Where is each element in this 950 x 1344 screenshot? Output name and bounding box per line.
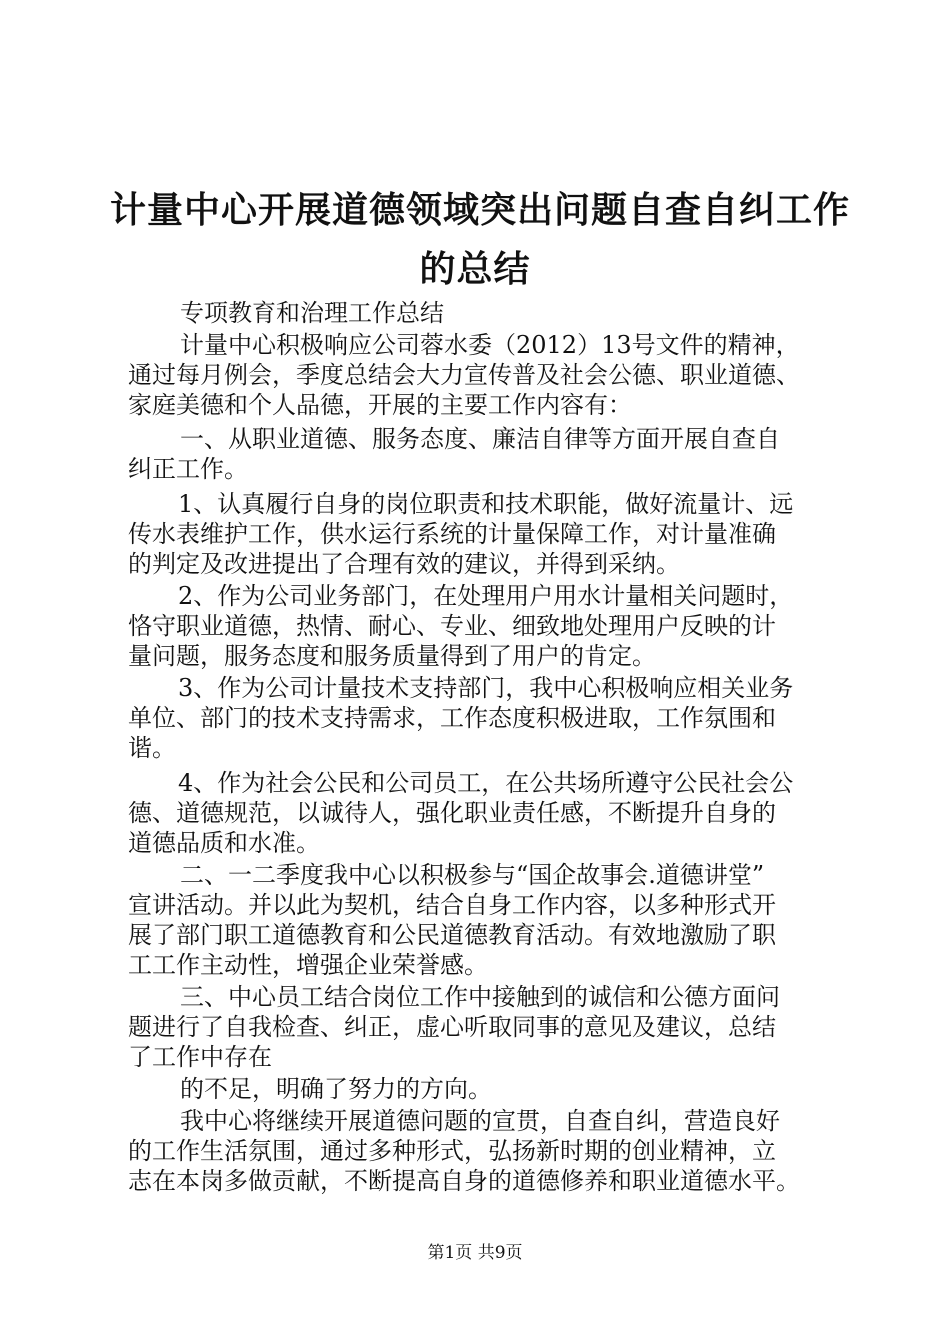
body-line: 工工作主动性，增强企业荣誉感。 <box>128 951 488 979</box>
body-line: 的判定及改进提出了合理有效的建议，并得到采纳。 <box>128 550 680 578</box>
body-line: 纠正工作。 <box>128 455 248 483</box>
body-line: 了工作中存在 <box>128 1043 272 1071</box>
body-line: 家庭美德和个人品德，开展的主要工作内容有： <box>128 391 632 419</box>
body-line: 恪守职业道德，热情、耐心、专业、细致地处理用户反映的计 <box>128 612 776 640</box>
body-line: 题进行了自我检查、纠正，虚心听取同事的意见及建议，总结 <box>128 1013 776 1041</box>
body-line: 2、作为公司业务部门，在处理用户用水计量相关问题时， <box>178 582 794 610</box>
body-line: 专项教育和治理工作总结 <box>180 299 444 327</box>
body-line: 宣讲活动。并以此为契机，结合自身工作内容，以多种形式开 <box>128 891 776 919</box>
body-line: 志在本岗多做贡献，不断提高自身的道德修养和职业道德水平。 <box>128 1167 800 1195</box>
body-line: 3、作为公司计量技术支持部门，我中心积极响应相关业务 <box>178 674 794 702</box>
document-title-line-1: 计量中心开展道德领域突出问题自查自纠工作 <box>110 189 851 231</box>
body-line: 三、中心员工结合岗位工作中接触到的诚信和公德方面问 <box>180 983 780 1011</box>
body-line: 传水表维护工作，供水运行系统的计量保障工作，对计量准确 <box>128 520 776 548</box>
document-title-line-2: 的总结 <box>419 248 531 290</box>
body-line: 4、作为社会公民和公司员工，在公共场所遵守公民社会公 <box>178 769 794 797</box>
body-line: 量问题，服务态度和服务质量得到了用户的肯定。 <box>128 642 656 670</box>
body-line: 展了部门职工道德教育和公民道德教育活动。有效地激励了职 <box>128 921 776 949</box>
body-line: 一、从职业道德、服务态度、廉洁自律等方面开展自查自 <box>180 425 780 453</box>
document-body <box>128 298 834 1196</box>
body-line: 单位、部门的技术支持需求，工作态度积极进取，工作氛围和 <box>128 704 776 732</box>
body-line: 谐。 <box>128 734 176 762</box>
body-line: 我中心将继续开展道德问题的宣贯，自查自纠，营造良好 <box>180 1107 780 1135</box>
body-line: 的工作生活氛围，通过多种形式，弘扬新时期的创业精神，立 <box>128 1137 776 1165</box>
body-line: 1、认真履行自身的岗位职责和技术职能，做好流量计、远 <box>178 490 794 518</box>
body-line: 计量中心积极响应公司蓉水委（2012）13号文件的精神， <box>180 331 800 359</box>
body-line: 的不足，明确了努力的方向。 <box>180 1075 492 1103</box>
page-number-footer: 第1页 共9页 <box>427 1243 523 1263</box>
body-line: 德、道德规范，以诚待人，强化职业责任感，不断提升自身的 <box>128 799 776 827</box>
body-line: 道德品质和水准。 <box>128 829 320 857</box>
body-line: 通过每月例会，季度总结会大力宣传普及社会公德、职业道德、 <box>128 361 800 389</box>
body-line: 二、一二季度我中心以积极参与“国企故事会.道德讲堂” <box>180 861 765 889</box>
